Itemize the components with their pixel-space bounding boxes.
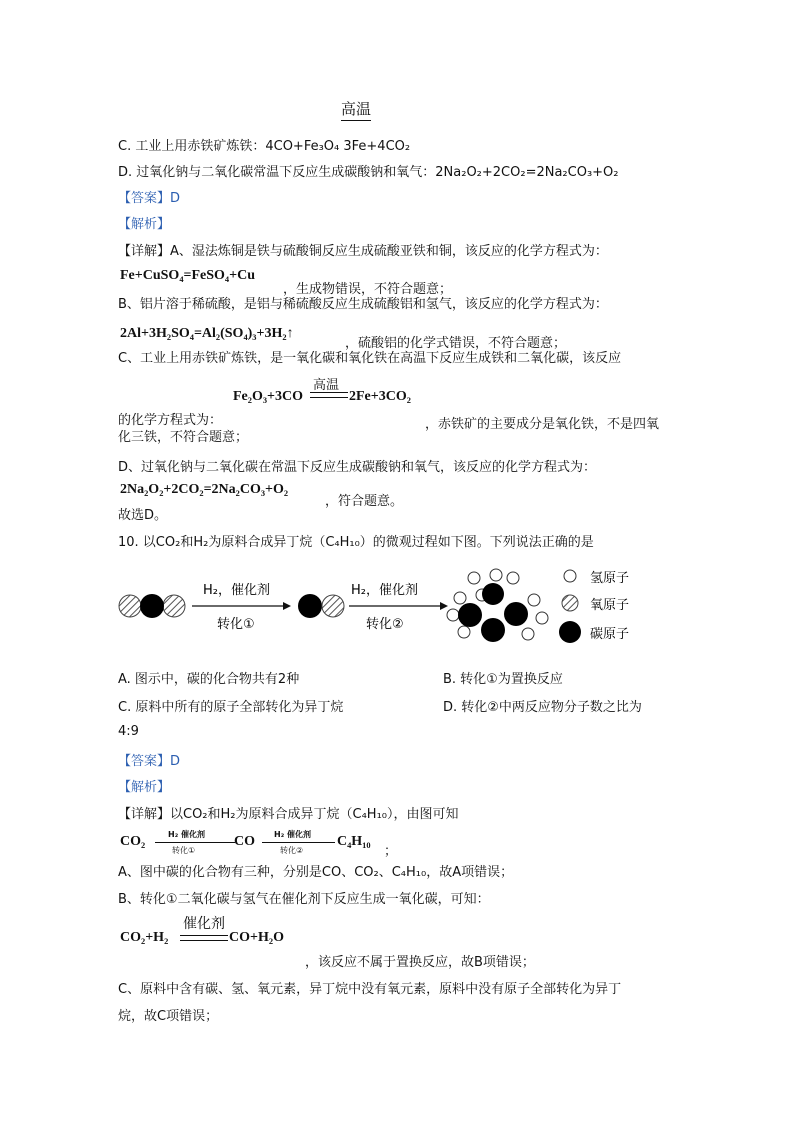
chain-co: CO — [234, 834, 255, 849]
reaction-diagram — [115, 560, 675, 660]
arrow1-top-label: H₂，催化剂 — [203, 583, 270, 598]
q10-option-d: D. 转化②中两反应物分子数之比为 — [443, 700, 642, 715]
analysis-label-2: 【解析】 — [118, 780, 171, 795]
q10-option-d-cont: 4:9 — [118, 724, 139, 739]
chain-arrow2-top: H₂ 催化剂 — [274, 830, 311, 839]
line-c3: 化三铁，不符合题意； — [118, 430, 249, 445]
chain-c4h10: C₄H₁₀ — [337, 834, 371, 849]
arrow1-bottom-label: 转化① — [217, 617, 255, 632]
q10-option-c: C. 原料中所有的原子全部转化为异丁烷 — [118, 700, 344, 715]
detail-line-1: 【详解】A、湿法炼铜是铁与硫酸铜反应生成硫酸亚铁和铜，该反应的化学方程式为： — [118, 244, 608, 259]
equation-c-condition: 高温 — [313, 378, 340, 393]
equation-d: 2Na₂O₂+2CO₂=2Na₂CO₃+O₂ — [120, 482, 289, 497]
equation-b: 2Al+3H₂SO₄=Al₂(SO₄)₃+3H₂↑ — [120, 326, 294, 341]
top-condition: 高温 — [341, 98, 371, 121]
choose-line: 故选D。 — [118, 508, 168, 523]
equation-c-right: 2Fe+3CO₂ — [349, 389, 411, 404]
line-b2: B、转化①二氧化碳与氢气在催化剂下反应生成一氧化碳，可知： — [118, 892, 490, 907]
equation-a: Fe+CuSO₄=FeSO₄+Cu — [120, 268, 256, 283]
legend-carbon: 碳原子 — [590, 627, 630, 642]
equation-a-note: ，生成物错误，不符合题意； — [283, 282, 453, 297]
chain-arrow1-line — [155, 842, 235, 843]
analysis-label-1: 【解析】 — [118, 217, 171, 232]
chain-arrow2-line — [262, 842, 335, 843]
legend-oxygen: 氧原子 — [590, 598, 630, 613]
line-c4: C、原料中含有碳、氢、氧元素，异丁烷中没有氧元素，原料中没有原子全部转化为异丁 — [118, 982, 622, 997]
line-c: C、工业上用赤铁矿炼铁，是一氧化碳和氧化铁在高温下反应生成铁和二氧化碳，该反应 — [118, 351, 622, 366]
chain-co2: CO₂ — [120, 834, 146, 849]
answer-label-2: 【答案】D — [118, 754, 181, 769]
equation-e-condition: 催化剂 — [183, 916, 225, 932]
line-c5: 烷，故C项错误； — [118, 1009, 219, 1024]
chain-arrow1-bottom: 转化① — [172, 846, 196, 855]
option-c: C. 工业上用赤铁矿炼铁：4CO+Fe₃O₄ 3Fe+4CO₂ — [118, 139, 411, 154]
equation-e-equals — [180, 935, 228, 941]
legend-hydrogen: 氢原子 — [590, 571, 630, 586]
q10-option-a: A. 图示中，碳的化合物共有2种 — [118, 672, 300, 687]
chain-arrow1-top: H₂ 催化剂 — [168, 830, 205, 839]
equation-e-right: CO+H₂O — [229, 930, 284, 945]
line-c2b: ，赤铁矿的主要成分是氧化铁，不是四氧 — [425, 417, 660, 432]
line-b: B、铝片溶于稀硫酸，是铝与稀硫酸反应生成硫酸铝和氢气，该反应的化学方程式为： — [118, 297, 608, 312]
equation-d-note: ，符合题意。 — [325, 494, 404, 509]
legend-c-marker — [559, 621, 581, 643]
line-a2: A、图中碳的化合物有三种，分别是CO、CO₂、C₄H₁₀，故A项错误； — [118, 865, 514, 880]
legend-o-marker — [562, 595, 578, 611]
detail-line-2: 【详解】以CO₂和H₂为原料合成异丁烷（C₄H₁₀），由图可知 — [118, 807, 459, 822]
equation-c-equals — [310, 392, 348, 398]
arrow2-bottom-label: 转化② — [366, 617, 404, 632]
equation-e-left: CO₂+H₂ — [120, 930, 169, 945]
co2-molecule — [119, 594, 185, 618]
chain-tail: ； — [384, 844, 398, 859]
legend-h-marker — [564, 570, 576, 582]
line-c2a: 的化学方程式为： — [118, 413, 223, 428]
option-d: D. 过氧化钠与二氧化碳常温下反应生成碳酸钠和氧气：2Na₂O₂+2CO₂=2Na₂CO₃+O₂ — [118, 165, 619, 180]
arrow2-top-label: H₂，催化剂 — [351, 583, 418, 598]
isobutane-molecule — [447, 569, 548, 642]
co-molecule — [298, 594, 344, 618]
line-d: D、过氧化钠与二氧化碳在常温下反应生成碳酸钠和氧气，该反应的化学方程式为： — [118, 460, 597, 475]
equation-e-note: ，该反应不属于置换反应，故B项错误； — [305, 955, 535, 970]
question-10: 10. 以CO₂和H₂为原料合成异丁烷（C₄H₁₀）的微观过程如下图。下列说法正确的是 — [118, 535, 594, 550]
equation-c-left: Fe₂O₃+3CO — [233, 389, 304, 404]
answer-label-1: 【答案】D — [118, 191, 181, 206]
equation-b-note: ，硫酸铝的化学式错误，不符合题意； — [345, 336, 567, 351]
q10-option-b: B. 转化①为置换反应 — [443, 672, 563, 687]
chain-arrow2-bottom: 转化② — [280, 846, 304, 855]
